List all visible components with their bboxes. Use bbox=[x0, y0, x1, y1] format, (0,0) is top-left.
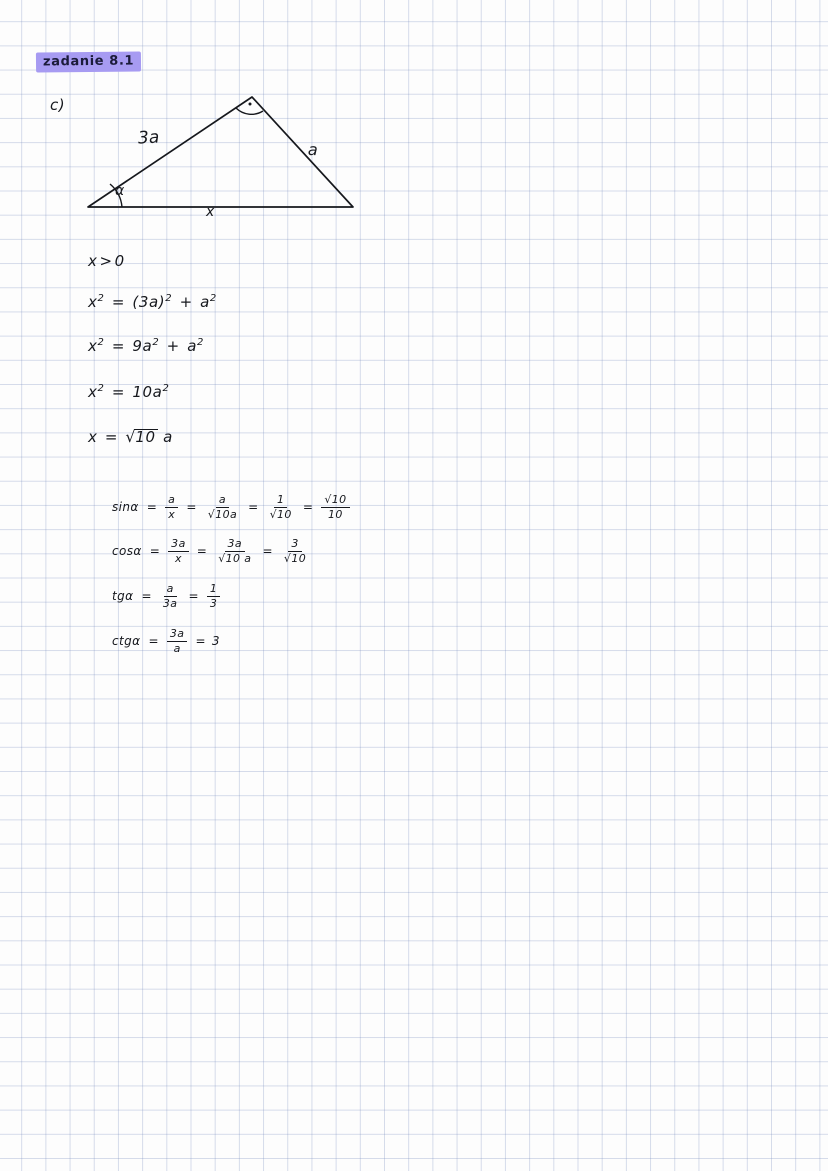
equals-sign: = bbox=[302, 500, 314, 515]
sum-lhs-exp: 2 bbox=[97, 383, 105, 394]
equation-solve bbox=[88, 428, 173, 446]
numerator: a bbox=[216, 494, 229, 508]
exp-t1: 9a bbox=[132, 337, 153, 355]
equals-sign: = bbox=[248, 500, 259, 515]
cond-rhs: 0 bbox=[114, 252, 125, 270]
denominator: 3a bbox=[162, 596, 178, 610]
label-side-x: x bbox=[206, 204, 215, 220]
pyth-t1-exp: 2 bbox=[165, 293, 173, 304]
numerator: a bbox=[165, 494, 178, 508]
label-side-3a: 3a bbox=[137, 127, 160, 149]
label-side-a: a bbox=[307, 139, 319, 160]
sin-fraction-3 bbox=[267, 494, 295, 521]
exp-t2-exp: 2 bbox=[197, 337, 204, 348]
denominator: x bbox=[168, 507, 176, 521]
equation-expand bbox=[88, 337, 204, 355]
cos-fraction-1 bbox=[168, 538, 189, 565]
exercise-header-highlight: zadanie 8.1 bbox=[36, 51, 141, 72]
sqrt-symbol bbox=[125, 428, 157, 446]
numerator: 3a bbox=[168, 538, 189, 552]
pyth-t2-exp: 2 bbox=[209, 293, 217, 304]
trig-cos-line bbox=[112, 538, 311, 565]
denominator: √10 bbox=[269, 507, 292, 521]
denominator: 3 bbox=[209, 596, 218, 610]
equals-sign: = bbox=[195, 634, 206, 649]
sum-rhs: 10a bbox=[132, 383, 163, 401]
solve-radicand: 10 bbox=[135, 428, 156, 446]
equals-sign: = bbox=[186, 500, 197, 515]
pyth-lhs: x bbox=[88, 293, 98, 311]
exp-lhs-exp: 2 bbox=[97, 337, 105, 348]
equals-sign: = bbox=[111, 383, 125, 401]
cos-name: cosα bbox=[112, 544, 142, 559]
ctg-result: 3 bbox=[211, 634, 220, 649]
solve-lhs: x bbox=[88, 428, 98, 446]
denominator: √10 bbox=[283, 551, 307, 565]
denominator: √10a bbox=[207, 507, 238, 521]
denominator: x bbox=[174, 551, 182, 565]
equation-condition bbox=[88, 252, 125, 270]
numerator: 3a bbox=[167, 628, 188, 642]
tg-name: tgα bbox=[112, 589, 134, 604]
denominator: a bbox=[173, 641, 181, 655]
right-angle-arc bbox=[236, 108, 263, 114]
equals-sign: = bbox=[148, 634, 159, 649]
ctg-fraction-1 bbox=[167, 628, 188, 655]
equals-sign: = bbox=[146, 500, 158, 515]
numerator: 1 bbox=[207, 583, 220, 597]
cond-rel: > bbox=[99, 252, 113, 270]
ctg-name: ctgα bbox=[112, 634, 141, 649]
equals-sign: = bbox=[111, 293, 125, 311]
sum-lhs: x bbox=[88, 383, 98, 401]
pyth-t1: (3a) bbox=[132, 293, 166, 311]
equals-sign: = bbox=[111, 337, 125, 355]
exp-t1-exp: 2 bbox=[152, 337, 160, 348]
equals-sign: = bbox=[262, 544, 273, 559]
sum-rhs-exp: 2 bbox=[162, 383, 170, 394]
trig-cot-line bbox=[112, 628, 220, 655]
equals-sign: = bbox=[104, 428, 119, 446]
equation-pythagoras bbox=[88, 293, 217, 311]
exp-lhs: x bbox=[88, 337, 98, 355]
plus-sign: + bbox=[179, 293, 193, 311]
numerator: √10 bbox=[321, 494, 349, 508]
sin-fraction-4 bbox=[321, 494, 349, 521]
denominator: 10 bbox=[328, 507, 343, 521]
equals-sign: = bbox=[188, 589, 199, 604]
trig-sin-line bbox=[112, 494, 352, 521]
cos-fraction-2 bbox=[215, 538, 254, 565]
tg-fraction-2 bbox=[207, 583, 220, 610]
tg-fraction-1 bbox=[160, 583, 181, 610]
denominator: √10 a bbox=[218, 551, 252, 565]
solve-factor: a bbox=[163, 428, 173, 446]
pyth-t2: a bbox=[200, 293, 210, 311]
equals-sign: = bbox=[149, 544, 161, 559]
pyth-lhs-exp: 2 bbox=[97, 293, 105, 304]
numerator: 3 bbox=[288, 538, 301, 552]
trig-tan-line bbox=[112, 583, 222, 610]
numerator: 3a bbox=[225, 538, 246, 552]
equals-sign: = bbox=[196, 544, 208, 559]
triangle-svg bbox=[60, 70, 390, 230]
sin-fraction-2 bbox=[205, 494, 240, 521]
triangle-figure bbox=[60, 70, 390, 230]
plus-sign: + bbox=[166, 337, 180, 355]
part-label: c) bbox=[50, 96, 66, 114]
equation-sum bbox=[88, 383, 169, 401]
right-angle-dot bbox=[249, 103, 252, 106]
numerator: 1 bbox=[274, 494, 287, 508]
cos-fraction-3 bbox=[281, 538, 309, 565]
sin-name: sinα bbox=[112, 500, 139, 515]
cond-lhs: x bbox=[88, 252, 98, 270]
sin-fraction-1 bbox=[165, 494, 178, 521]
label-angle-alpha: α bbox=[115, 183, 125, 199]
exp-t2: a bbox=[187, 337, 197, 355]
equals-sign: = bbox=[141, 589, 152, 604]
numerator: a bbox=[164, 583, 177, 597]
